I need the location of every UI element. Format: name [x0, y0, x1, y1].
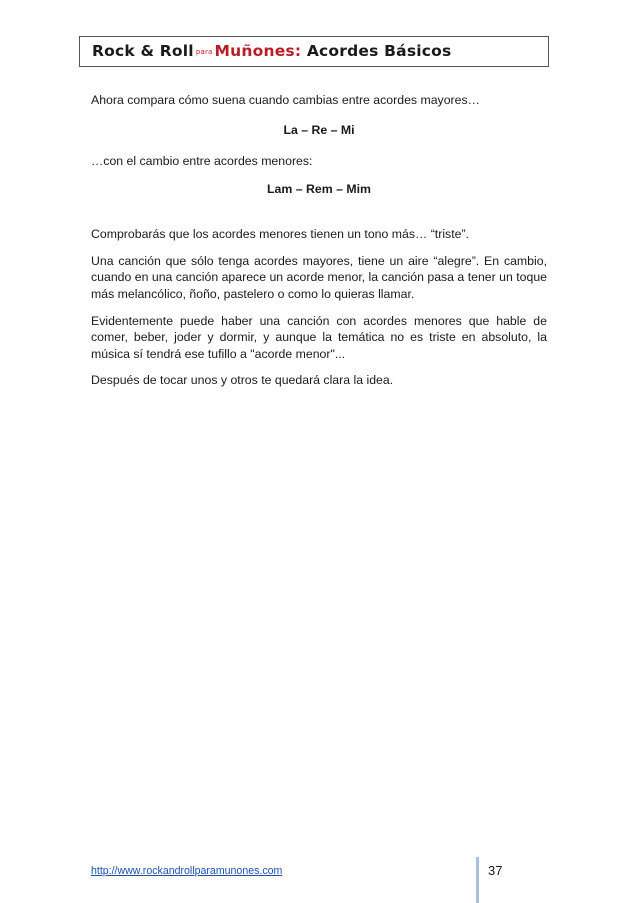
paragraph-1-text: Comprobarás que los acordes menores tienen un tono más… “triste”.: [91, 227, 469, 241]
paragraph-2-text: Una canción que sólo tenga acordes mayores, tiene un aire “alegre”. En cambio, cuando en una canción aparece un acorde menor, la canción pasa a tener un toque más melancólico, ñoño, pastelero o como lo quieras llamar.: [91, 254, 547, 301]
intro-text: [91, 92, 547, 108]
header-title-subtitle: Acordes Básicos: [306, 42, 452, 60]
minor-chords: Lam – Rem – Mim: [267, 182, 371, 196]
intro-paragraph: Ahora compara cómo suena cuando cambias entre acordes mayores…: [91, 93, 480, 107]
paragraph-4-text: Después de tocar unos y otros te quedará clara la idea.: [91, 373, 394, 387]
footer-website-link[interactable]: http://www.rockandrollparamunones.com: [91, 865, 283, 877]
paragraph-3: [91, 313, 547, 362]
header-title-part1: Rock & Roll: [92, 42, 194, 60]
paragraph-2: [91, 253, 547, 302]
header-title: [92, 41, 451, 64]
footer-divider: [476, 857, 479, 903]
major-chords: La – Re – Mi: [283, 123, 355, 137]
header-title-munones: Muñones:: [214, 42, 302, 60]
minor-intro-paragraph: …con el cambio entre acordes menores:: [91, 154, 313, 168]
paragraph-4: [91, 372, 547, 388]
page-number: 37: [488, 863, 503, 878]
paragraph-1: [91, 226, 547, 242]
paragraph-3-text: Evidentemente puede haber una canción con acordes menores que hable de comer, beber, joder y dormir, y aunque la temática no es triste en absoluto, la música sí tendrá ese tufillo a "acorde menor"...: [91, 314, 547, 361]
minor-intro-text: [91, 153, 547, 169]
header-title-para: para: [195, 48, 213, 56]
